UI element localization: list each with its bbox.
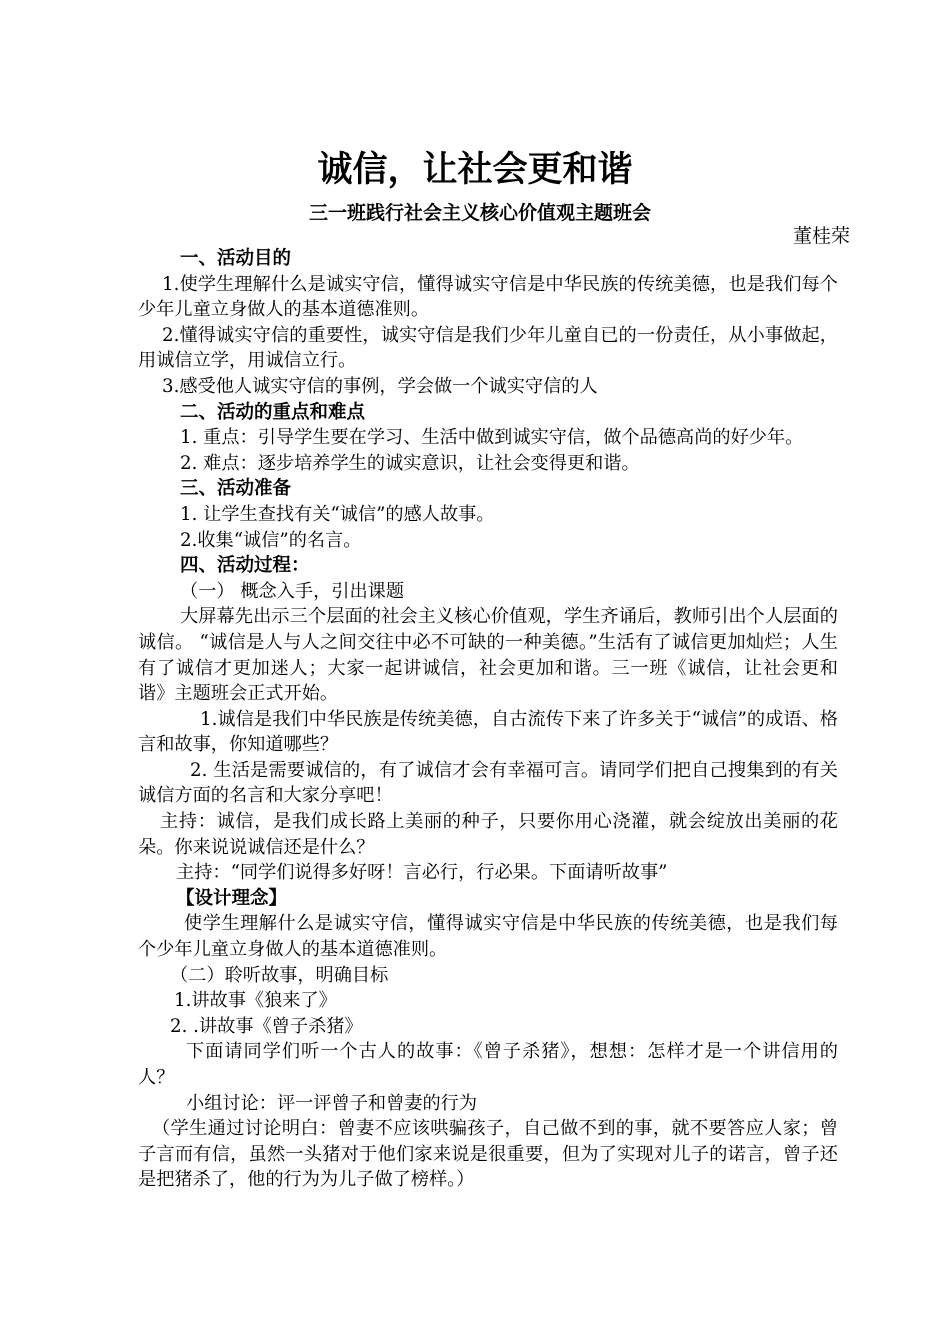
paragraph: 大屏幕先出示三个层面的社会主义核心价值观，学生齐诵后，教师引出个人层面的诚信。 “诚信是人与人之间交往中必不可缺的一种美德。”生活有了诚信更加灿烂；人生有了诚信才更加迷人；大家一起讲诚信，社会更加和谐。三一班《诚信，让社会更和谐》主题班会正式开始。 — [138, 606, 838, 705]
paragraph: 1.讲故事《狼来了》 — [174, 990, 337, 1012]
paragraph: 主持：“同学们说得多好呀！言必行，行必果。下面请听故事” — [176, 862, 668, 884]
section-heading: 【设计理念】 — [176, 887, 288, 909]
document-subtitle: 三一班践行社会主义核心价值观主题班会 — [308, 202, 651, 224]
paragraph: 2. .讲故事《曾子杀猪》 — [170, 1015, 363, 1037]
paragraph: 1. 让学生查找有关“诚信”的感人故事。 — [180, 503, 495, 525]
paragraph: 小组讨论：评一评曾子和曾妻的行为 — [186, 1092, 478, 1114]
paragraph: 2. 生活是需要诚信的，有了诚信才会有幸福可言。请同学们把自己搜集到的有关诚信方面的名言和大家分享吧！ — [138, 759, 838, 807]
paragraph: （二）聆听故事，明确目标 — [170, 964, 389, 986]
section-heading: 四、活动过程： — [180, 555, 310, 577]
document-body — [138, 246, 838, 1193]
section-heading: 一、活动目的 — [180, 248, 292, 269]
paragraph: （一） 概念入手，引出课题 — [180, 580, 405, 602]
paragraph: 1. 重点：引导学生要在学习、生活中做到诚实守信，做个品德高尚的好少年。 — [180, 427, 804, 449]
paragraph: 2.懂得诚实守信的重要性，诚实守信是我们少年儿童自已的一份责任，从小事做起，用诚信立学，用诚信立行。 — [138, 324, 838, 372]
paragraph: 1.诚信是我们中华民族是传统美德，自古流传下来了许多关于“诚信”的成语、格言和故事，你知道哪些？ — [138, 708, 838, 756]
paragraph: 3.感受他人诚实守信的事例，学会做一个诚实守信的人 — [162, 375, 598, 397]
paragraph: 使学生理解什么是诚实守信，懂得诚实守信是中华民族的传统美德，也是我们每个少年儿童立身做人的基本道德准则。 — [138, 913, 838, 961]
paragraph: 下面请同学们听一个古人的故事：《曾子杀猪》，想想：怎样才是一个讲信用的人？ — [138, 1041, 838, 1088]
paragraph: 2.收集“诚信”的名言。 — [180, 529, 362, 551]
paragraph: 主持：诚信，是我们成长路上美丽的种子，只要你用心浇灌，就会绽放出美丽的花朵。你来说说诚信还是什么？ — [138, 811, 838, 858]
paragraph: 2. 难点：逐步培养学生的诚实意识，让社会变得更和谐。 — [180, 452, 640, 474]
paragraph: 1.使学生理解什么是诚实守信，懂得诚实守信是中华民族的传统美德，也是我们每个少年儿童立身做人的基本道德准则。 — [138, 273, 838, 321]
paragraph: （学生通过讨论明白：曾妻不应该哄骗孩子，自己做不到的事，就不要答应人家；曾子言而有信，虽然一头猪对于他们家来说是很重要，但为了实现对儿子的诺言，曾子还是把猪杀了，他的行为为儿子做了榜样。） — [138, 1118, 838, 1191]
section-heading: 三、活动准备 — [180, 478, 292, 500]
document-title: 诚信，让社会更和谐 — [317, 150, 633, 190]
section-heading: 二、活动的重点和难点 — [180, 401, 366, 423]
author-name: 董桂荣 — [792, 225, 850, 247]
